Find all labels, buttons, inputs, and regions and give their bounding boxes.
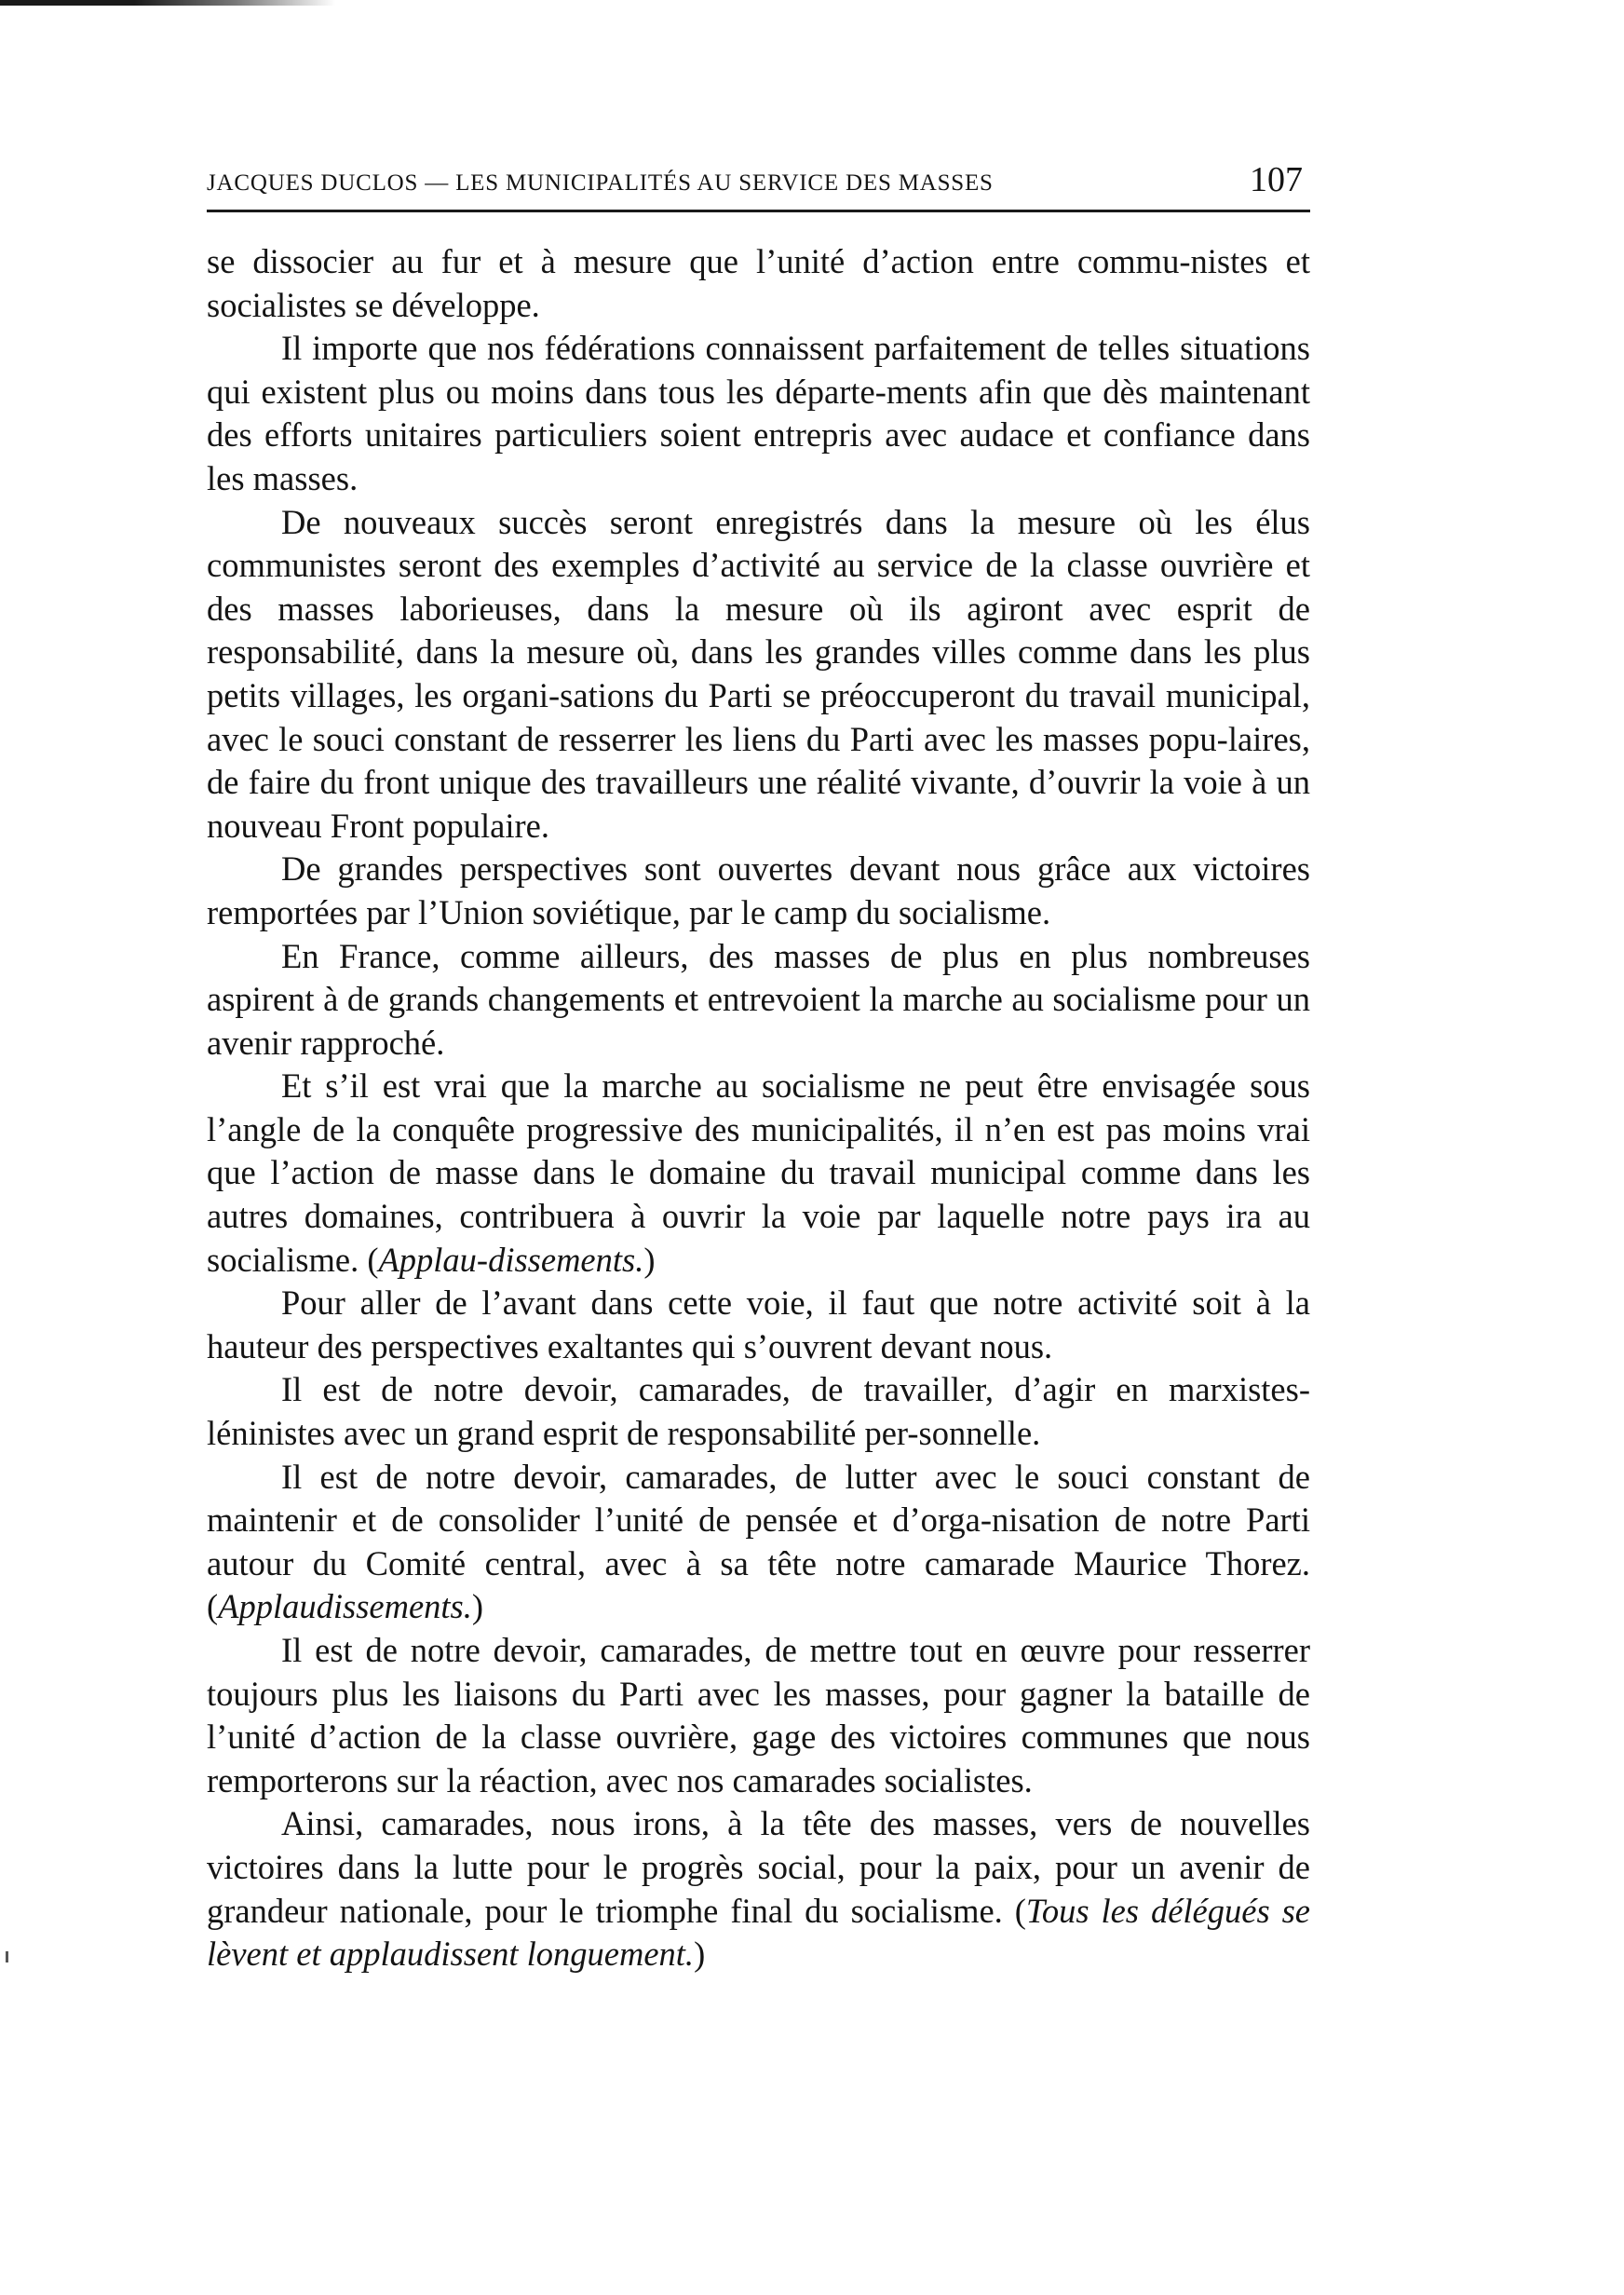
text-segment: Pour aller de l’avant dans cette voie, il faut que notre activité soit à la hauteur des perspectives exaltantes qui s’ouvrent devant nous. bbox=[207, 1283, 1310, 1365]
text-segment: Ainsi, camarades, nous irons, à la tête des masses, vers de nouvelles victoires dans la lutte pour le progrès social, pour la paix, pour un avenir de grandeur nationale, pour le triomphe final du socialisme. ( bbox=[207, 1804, 1310, 1930]
text-segment: Il importe que nos fédérations connaissent parfaitement de telles situations qui existent plus ou moins dans tous les départe-ments afin que dès maintenant des efforts unitaires particuliers soient entrepris avec audace et confiance dans les masses. bbox=[207, 329, 1310, 497]
text-segment: En France, comme ailleurs, des masses de plus en plus nombreuses aspirent à de grands changements et entrevoient la marche au socialisme pour un avenir rapproché. bbox=[207, 936, 1310, 1062]
italic-text-segment: Tous les délégués se lèvent et applaudissent longuement. bbox=[207, 1891, 1310, 1974]
paragraph bbox=[207, 1629, 1310, 1802]
paragraph bbox=[207, 1065, 1310, 1282]
text-segment: ) bbox=[694, 1935, 706, 1974]
text-segment: Il est de notre devoir, camarades, de mettre tout en œuvre pour resserrer toujours plus les liaisons du Parti avec les masses, pour gagner la bataille de l’unité d’action de la classe ouvrière, gage des victoires communes que nous remporterons sur la réaction, avec nos camarades socialistes. bbox=[207, 1631, 1310, 1799]
italic-text-segment: Applaudissements. bbox=[218, 1587, 472, 1626]
paragraph bbox=[207, 240, 1310, 327]
paragraph bbox=[207, 501, 1310, 849]
running-header bbox=[207, 154, 1310, 212]
margin-speck bbox=[6, 1951, 8, 1962]
text-segment: se dissocier au fur et à mesure que l’unité d’action entre commu-nistes et socialistes se développe. bbox=[207, 242, 1310, 324]
paragraph bbox=[207, 848, 1310, 934]
text-segment: ) bbox=[471, 1587, 484, 1626]
paragraph bbox=[207, 1802, 1310, 1976]
paragraph bbox=[207, 935, 1310, 1066]
text-segment: ) bbox=[643, 1240, 656, 1279]
text-segment: Et s’il est vrai que la marche au socialisme ne peut être envisagée sous l’angle de la conquête progressive des municipalités, il n’en est pas moins vrai que l’action de masse dans le domaine du travail municipal comme dans les autres domaines, contribuera à ouvrir la voie par laquelle notre pays ira au socialisme. ( bbox=[207, 1066, 1310, 1279]
paragraph bbox=[207, 1282, 1310, 1368]
paragraph bbox=[207, 1368, 1310, 1455]
scan-edge-mark bbox=[0, 0, 335, 6]
document-page bbox=[207, 154, 1310, 1976]
page-number: 107 bbox=[1250, 160, 1303, 199]
body-text bbox=[207, 240, 1310, 1976]
paragraph bbox=[207, 1456, 1310, 1629]
text-segment: Il est de notre devoir, camarades, de lutter avec le souci constant de maintenir et de consolider l’unité de pensée et d’orga-nisation de notre Parti autour du Comité central, avec à sa tête notre camarade Maurice Thorez. ( bbox=[207, 1457, 1310, 1626]
paragraph bbox=[207, 327, 1310, 500]
running-title bbox=[207, 169, 994, 197]
text-segment: De nouveaux succès seront enregistrés dans la mesure où les élus communistes seront des exemples d’activité au service de la classe ouvrière et des masses laborieuses, dans la mesure où ils agiront avec esprit de responsabilité, dans la mesure où, dans les grandes villes comme dans les plus petits villages, les organi-sations du Parti se préoccuperont du travail municipal, avec le souci constant de resserrer les liens du Parti avec les masses popu-laires, de faire du front unique des travailleurs une réalité vivante, d’ouvrir la voie à un nouveau Front populaire. bbox=[207, 502, 1310, 845]
italic-text-segment: Applau-dissements. bbox=[378, 1240, 644, 1279]
running-title-text: JACQUES DUCLOS — LES MUNICIPALITÉS AU SERVICE DES MASSES bbox=[207, 170, 994, 196]
text-segment: Il est de notre devoir, camarades, de travailler, d’agir en marxistes-léninistes avec un grand esprit de responsabilité per-sonnelle. bbox=[207, 1370, 1310, 1453]
text-segment: De grandes perspectives sont ouvertes devant nous grâce aux victoires remportées par l’Union soviétique, par le camp du socialisme. bbox=[207, 849, 1310, 931]
